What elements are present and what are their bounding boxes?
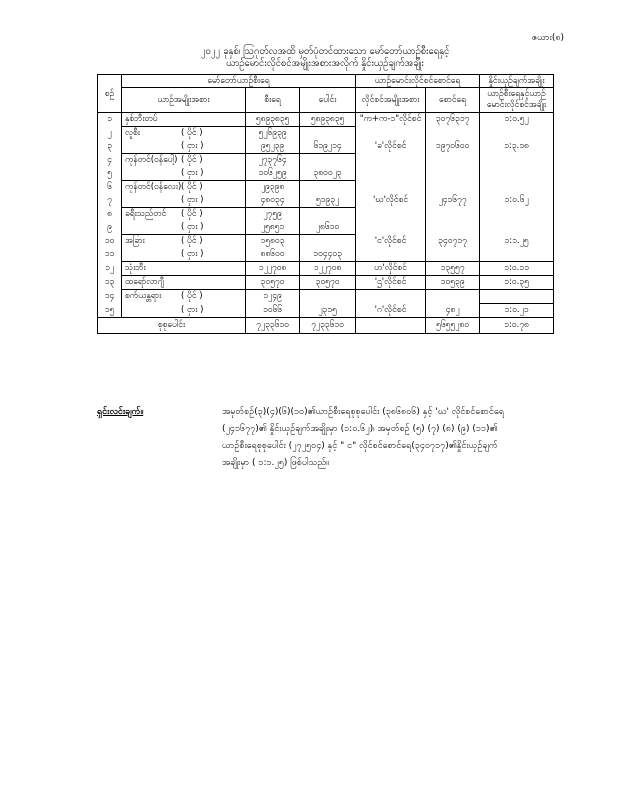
cell-count: ၂၅၈၅၁ bbox=[246, 221, 300, 235]
cell-ratio bbox=[480, 181, 554, 195]
table-title bbox=[97, 46, 553, 70]
cell-subtotal: ၆၁၉၂၁၄ bbox=[300, 140, 356, 154]
table-row bbox=[98, 181, 554, 195]
cell-count: ၉၅၂၃၉ bbox=[246, 140, 300, 154]
total-subtotal: ၇၂၃၃၆၁၀ bbox=[300, 318, 356, 334]
cell-subtotal: ၁၂၂၇၀၈ bbox=[300, 262, 356, 276]
cell-ratio bbox=[480, 290, 554, 304]
cell-count: ၂၉၃၉၈ bbox=[246, 181, 300, 195]
table-row bbox=[98, 113, 554, 127]
cell-license-count bbox=[426, 208, 480, 222]
cell-count: ၈၈၆၀၀ bbox=[246, 248, 300, 262]
cell-ratio: ၁:၀.၅၂ bbox=[480, 113, 554, 127]
cell-vehicle-type: ထရော်လာဂျီ bbox=[122, 276, 246, 290]
cell-license-type bbox=[356, 208, 426, 222]
header-count: စီးရေ bbox=[246, 88, 300, 113]
cell-vehicle-type: ( ငှား ) bbox=[122, 140, 246, 154]
remark-label: ရှင်းလင်းချက်။ bbox=[97, 407, 144, 417]
remark-line-2: (၂၄၁၆၇၇)၏ နှိုင်းယှဉ်ချက်အချိုးမှာ (၁:၀.၆၂)၊ အမှတ်စဉ် (၅) (၇) (၈) (၉) (၁၁)၏ bbox=[222, 424, 498, 434]
title-line-2: ယာဉ်မောင်းလိုင်စင်အမျိုးအစားအလိုက် နှိုင်းယှဉ်ချက်အချိုး bbox=[226, 58, 424, 69]
cell-vehicle-type: ( ငှား ) bbox=[122, 248, 246, 262]
cell-no: ၃ bbox=[98, 140, 122, 154]
table-row bbox=[98, 248, 554, 262]
cell-subtotal bbox=[300, 208, 356, 222]
cell-license-type bbox=[356, 248, 426, 262]
header-license-type: လိုင်စင်အမျိုးအစား bbox=[356, 88, 426, 113]
cell-vehicle-type: ( ငှား ) bbox=[122, 167, 246, 181]
cell-license-count bbox=[426, 221, 480, 235]
cell-vehicle-type: ( ငှား ) bbox=[122, 221, 246, 235]
table-row bbox=[98, 262, 554, 276]
cell-count: ၄၈၀၃၄ bbox=[246, 194, 300, 208]
cell-license-count: ၃၀၇၆၃၁၇ bbox=[426, 113, 480, 127]
cell-ratio: ၁:၀.၆၂ bbox=[480, 194, 554, 208]
cell-no: ၈ bbox=[98, 208, 122, 222]
total-license-count: ၅၆၅၅၂၈၀ bbox=[426, 318, 480, 334]
cell-no: ၁၃ bbox=[98, 276, 122, 290]
cell-license-type bbox=[356, 221, 426, 235]
cell-no: ၅ bbox=[98, 167, 122, 181]
cell-license-type: 'ဂ'လိုင်စင် bbox=[356, 304, 426, 318]
cell-no: ၁၁ bbox=[98, 248, 122, 262]
cell-subtotal: ၂၃၁၅ bbox=[300, 304, 356, 318]
cell-vehicle-type: သုံးဘီး bbox=[122, 262, 246, 276]
cell-count: ၂၇၅၉ bbox=[246, 208, 300, 222]
header-no: စဉ် bbox=[98, 75, 122, 113]
cell-count: ၃၀၅၇၀ bbox=[246, 276, 300, 290]
table-row bbox=[98, 276, 554, 290]
cell-license-type bbox=[356, 290, 426, 304]
cell-license-type: 'ဃ'လိုင်စင် bbox=[356, 194, 426, 208]
total-ratio: ၁:၀.၇၈ bbox=[480, 318, 554, 334]
cell-license-count bbox=[426, 167, 480, 181]
table-row bbox=[98, 235, 554, 249]
cell-license-count: ၁၉၇၀၆၀၀ bbox=[426, 140, 480, 154]
cell-license-type bbox=[356, 127, 426, 141]
remark-line-4: အချိုးမှာ ( ၁:၁.၂၅) ဖြစ်ပါသည်။ bbox=[222, 458, 329, 468]
cell-license-type: 'ဌ'လိုင်စင် bbox=[356, 276, 426, 290]
cell-subtotal: ၅၈၉၃၈၃၅ bbox=[300, 113, 356, 127]
cell-vehicle-type: စက်ယန္တရား ( ပိုင် ) bbox=[122, 290, 246, 304]
remark-text bbox=[222, 404, 556, 472]
header-group-licenses: ယာဉ်မောင်းလိုင်စင်စောင်ရေ bbox=[356, 75, 480, 88]
cell-no: ၁ bbox=[98, 113, 122, 127]
table-row bbox=[98, 194, 554, 208]
header-subtotal: ပေါင်း bbox=[300, 88, 356, 113]
cell-vehicle-type: နှစ်ဘီးတပ် bbox=[122, 113, 246, 127]
cell-license-count bbox=[426, 248, 480, 262]
cell-license-type: 'ခ'လိုင်စင် bbox=[356, 140, 426, 154]
cell-license-count: ၁၃၅၅၇ bbox=[426, 262, 480, 276]
cell-ratio: ၁:၃.၁၈ bbox=[480, 140, 554, 154]
cell-no: ၇ bbox=[98, 194, 122, 208]
cell-license-count bbox=[426, 290, 480, 304]
cell-ratio bbox=[480, 248, 554, 262]
cell-license-type bbox=[356, 154, 426, 168]
cell-ratio bbox=[480, 127, 554, 141]
cell-license-count: ၃၄၀၇၁၇ bbox=[426, 235, 480, 249]
vehicle-license-table bbox=[97, 74, 554, 334]
remark-line-3: ယာဉ်စီးရေစုစုပေါင်း (၂၇၂၅၀၄) နှင့် " င" လိုင်စင်စောင်ရေ(၃၄၀၇၁၇)၏နှိုင်းယှဉ်ချက် bbox=[222, 441, 498, 451]
cell-no: ၂ bbox=[98, 127, 122, 141]
cell-vehicle-type: အခြား ( ပိုင် ) bbox=[122, 235, 246, 249]
cell-count: ၂၇၃၇၆၄ bbox=[246, 154, 300, 168]
table-row bbox=[98, 290, 554, 304]
cell-no: ၆ bbox=[98, 181, 122, 195]
cell-vehicle-type: ကုန်တင်(ဝန်ပေါ့) ( ပိုင် ) bbox=[122, 154, 246, 168]
cell-no: ၁၅ bbox=[98, 304, 122, 318]
total-row bbox=[98, 318, 554, 334]
cell-license-count: ၁၀၅၃၉ bbox=[426, 276, 480, 290]
cell-ratio bbox=[480, 167, 554, 181]
cell-subtotal bbox=[300, 290, 356, 304]
cell-count: ၁၂၂၇၀၈ bbox=[246, 262, 300, 276]
title-line-1: ၂၀၂၂ ခုနှစ်၊ ဩဂုတ်လအထိ မှတ်ပုံတင်ထားသော မော်တော်ယာဉ်စီးရေနှင့် bbox=[200, 46, 450, 57]
cell-ratio: ၁:၀.၃၅ bbox=[480, 276, 554, 290]
cell-subtotal: ၂၈၆၁၀ bbox=[300, 221, 356, 235]
cell-ratio bbox=[480, 154, 554, 168]
cell-license-type: "က+က-၁"လိုင်စင် bbox=[356, 113, 426, 127]
cell-subtotal bbox=[300, 181, 356, 195]
table-row bbox=[98, 221, 554, 235]
total-license-type bbox=[356, 318, 426, 334]
table-row bbox=[98, 304, 554, 318]
cell-vehicle-type: လူစီး ( ပိုင် ) bbox=[122, 127, 246, 141]
cell-count: ၁၅၈၀၃ bbox=[246, 235, 300, 249]
cell-vehicle-type: ခရီးသည်တင် ( ပိုင် ) bbox=[122, 208, 246, 222]
cell-license-count bbox=[426, 181, 480, 195]
table-row bbox=[98, 167, 554, 181]
header-ratio-desc: ယာဉ်စီးရေနှင့်ယာဉ် မောင်းလိုင်စင်အချိုး bbox=[480, 88, 554, 113]
table-row bbox=[98, 140, 554, 154]
remark-line-1: အမှတ်စဉ်(၃)(၄)(၆)(၁၀)၏ယာဉ်စီးရေစုစုပေါင်း (၃၈၆၈၀၆) နှင့် 'ဃ' လိုင်စင်စောင်ရေ bbox=[222, 407, 504, 417]
cell-count: ၁၀၆၆ bbox=[246, 304, 300, 318]
cell-ratio: ၁:၀.၁၁ bbox=[480, 262, 554, 276]
header-vehicle-type: ယာဉ်အမျိုးအစား bbox=[122, 88, 246, 113]
cell-subtotal: ၁၀၄၄၀၃ bbox=[300, 248, 356, 262]
cell-license-type bbox=[356, 181, 426, 195]
cell-vehicle-type: ( ငှား ) bbox=[122, 194, 246, 208]
cell-subtotal: ၃၀၅၇၀ bbox=[300, 276, 356, 290]
cell-ratio: ၁:၀.၂၁ bbox=[480, 304, 554, 318]
total-count: ၇၂၃၃၆၁၀ bbox=[246, 318, 300, 334]
cell-license-type bbox=[356, 167, 426, 181]
cell-subtotal bbox=[300, 235, 356, 249]
cell-subtotal bbox=[300, 127, 356, 141]
cell-ratio: ၁:၁.၂၅ bbox=[480, 235, 554, 249]
cell-license-count: ၂၄၁၆၇၇ bbox=[426, 194, 480, 208]
cell-count: ၁၂၄၉ bbox=[246, 290, 300, 304]
table-row bbox=[98, 127, 554, 141]
cell-license-type: 'င'လိုင်စင် bbox=[356, 235, 426, 249]
table-row bbox=[98, 208, 554, 222]
cell-license-count bbox=[426, 154, 480, 168]
header-group-vehicles: မော်တော်ယာဉ်စီးရေ bbox=[122, 75, 356, 88]
cell-count: ၅၂၆၉၃၉ bbox=[246, 127, 300, 141]
page-number: ဇယား(၈) bbox=[531, 33, 564, 43]
cell-no: ၁၀ bbox=[98, 235, 122, 249]
header-group-ratio: နှိုင်းယှဉ်ချက်အချိုး bbox=[480, 75, 554, 88]
cell-count: ၁၀၆၂၅၉ bbox=[246, 167, 300, 181]
cell-subtotal: ၅၁၉၃၂ bbox=[300, 194, 356, 208]
table-row bbox=[98, 154, 554, 168]
cell-license-count bbox=[426, 127, 480, 141]
cell-license-count: ၄၈၂ bbox=[426, 304, 480, 318]
cell-subtotal: ၃၈၀၀၂၃ bbox=[300, 167, 356, 181]
cell-ratio bbox=[480, 221, 554, 235]
cell-vehicle-type: ကုန်တင်(ဝန်လေး)( ပိုင် ) bbox=[122, 181, 246, 195]
cell-no: ၄ bbox=[98, 154, 122, 168]
cell-count: ၅၈၉၃၈၃၅ bbox=[246, 113, 300, 127]
cell-ratio bbox=[480, 208, 554, 222]
total-label: စုစုပေါင်း bbox=[98, 318, 246, 334]
cell-no: ၁၂ bbox=[98, 262, 122, 276]
cell-subtotal bbox=[300, 154, 356, 168]
cell-vehicle-type: ( ငှား ) bbox=[122, 304, 246, 318]
cell-no: ၁၄ bbox=[98, 290, 122, 304]
header-license-count: စောင်ရေ bbox=[426, 88, 480, 113]
cell-no: ၉ bbox=[98, 221, 122, 235]
cell-license-type: ဟ'လိုင်စင် bbox=[356, 262, 426, 276]
